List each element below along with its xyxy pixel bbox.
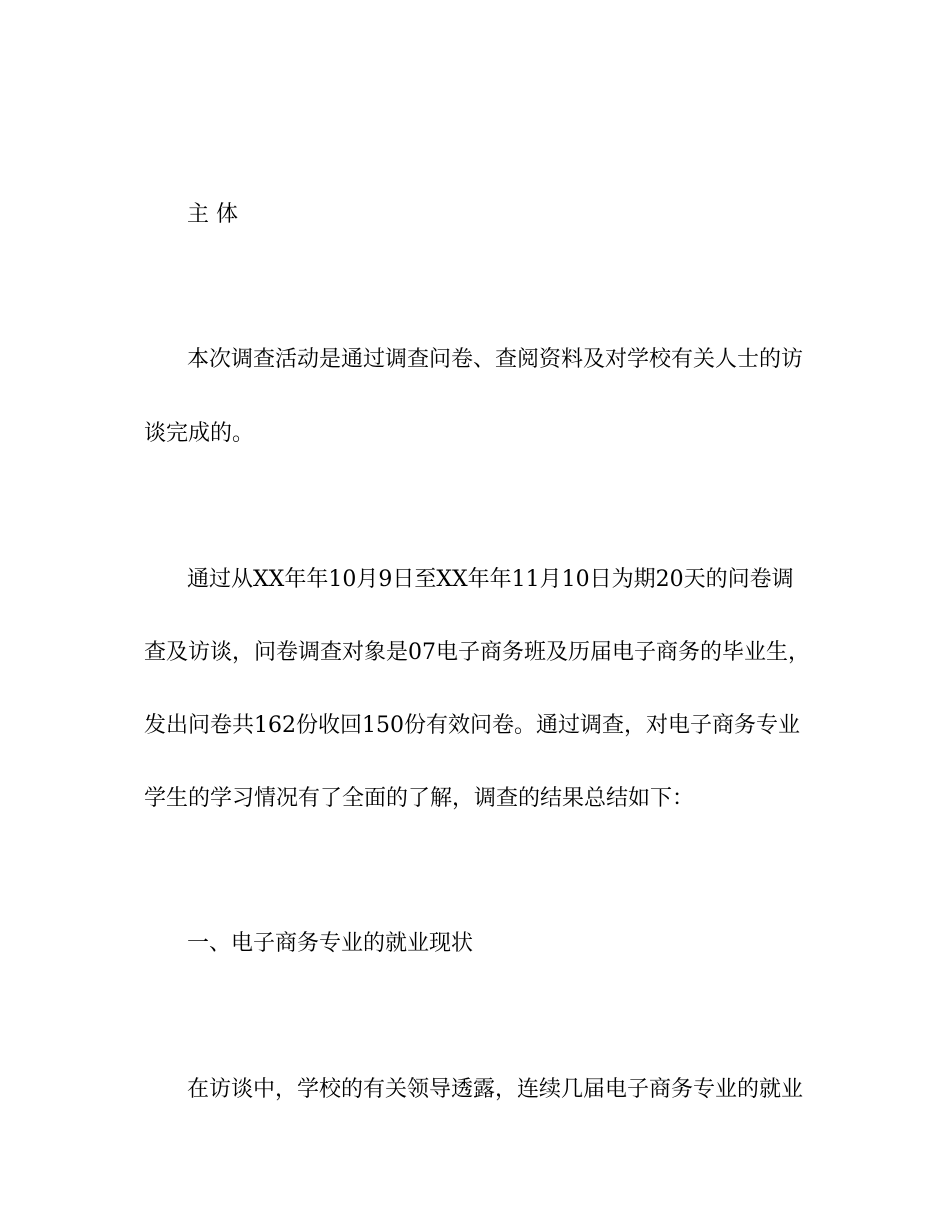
section-heading-employment-status: 一、电子商务专业的就业现状 — [187, 931, 474, 956]
paragraph-2-line-2: 查及访谈，问卷调查对象是07电子商务班及历届电子商务的毕业生， — [144, 640, 810, 665]
paragraph-2-line-1: 通过从XX年年10月9日至XX年年11月10日为期20天的问卷调 — [187, 567, 794, 592]
paragraph-1-line-2: 谈完成的。 — [144, 421, 255, 446]
paragraph-2-line-4: 学生的学习情况有了全面的了解，调查的结果总结如下： — [144, 786, 695, 811]
paragraph-2-line-3: 发出问卷共162份收回150份有效问卷。通过调查，对电子商务专业 — [144, 713, 800, 738]
paragraph-1-line-1: 本次调查活动是通过调查问卷、查阅资料及对学校有关人士的访 — [187, 347, 804, 372]
section-heading-main-body: 主 体 — [187, 202, 238, 227]
paragraph-3-line-1: 在访谈中，学校的有关领导透露，连续几届电子商务专业的就业 — [187, 1077, 804, 1102]
